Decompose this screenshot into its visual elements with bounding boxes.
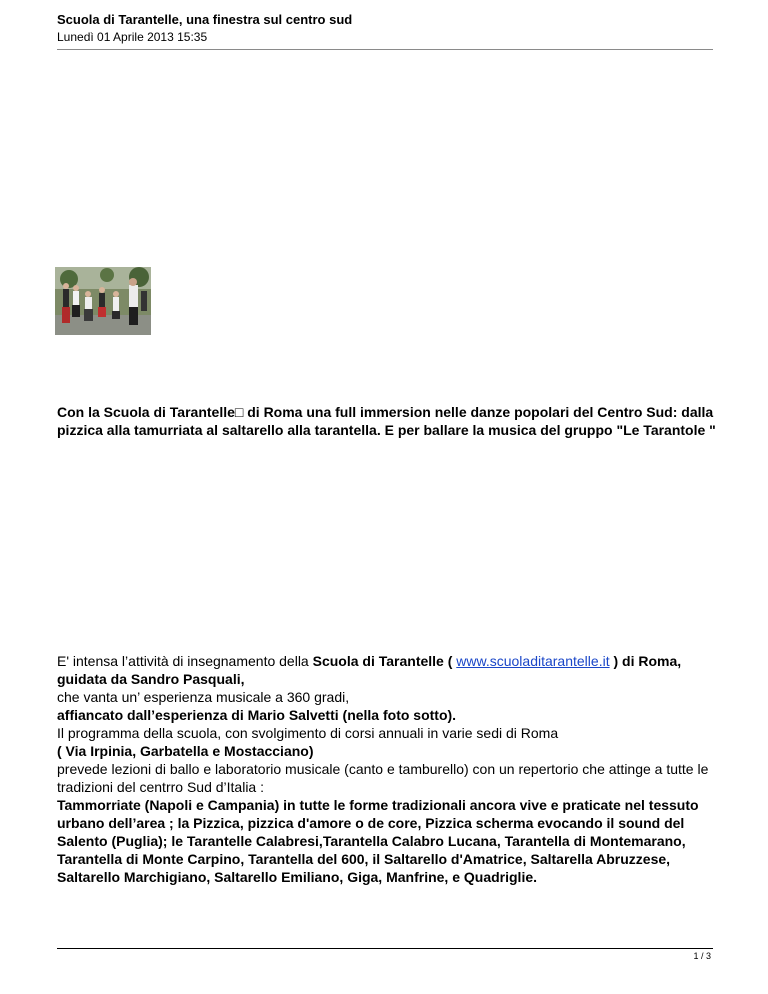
dancers-photo-icon [55, 267, 151, 335]
publish-date: Lunedì 01 Aprile 2013 15:35 [57, 30, 208, 44]
venues-text: ( Via Irpinia, Garbatella e Mostacciano) [57, 743, 314, 759]
paragraph-experience: che vanta un’ esperienza musicale a 360 gradi, [57, 689, 350, 705]
intro-heading: Con la Scuola di Tarantelle□ di Roma una full immersion nelle danze popolari del Centro Sud: dalla pizzica alla tamurriata al saltarello alla tarantella. E per ballare la musica del gruppo "Le Tarantole " [57, 404, 716, 438]
school-name: Scuola di Tarantelle ( [312, 653, 457, 669]
paragraph-repertoire [57, 796, 722, 886]
dancers-photo [55, 267, 151, 335]
school-location: ) di Roma, guidata da Sandro Pasquali, [57, 653, 682, 687]
paragraph-intro [57, 652, 722, 688]
paragraph-partner [57, 706, 722, 724]
page-title: Scuola di Tarantelle, una finestra sul centro sud [57, 12, 353, 27]
paragraph-program: Il programma della scuola, con svolgimento di corsi annuali in varie sedi di Roma [57, 725, 559, 741]
paragraph-venues [57, 742, 722, 760]
paragraph-text: E' intensa l’attività di insegnamento della [57, 653, 313, 669]
footer-divider [57, 948, 713, 949]
article-body [57, 652, 722, 886]
paragraph-lessons: prevede lezioni di ballo e laboratorio musicale (canto e tamburello) con un repertorio che attinge a tutte le tradizioni del centrro Sud d’Italia : [57, 761, 709, 795]
page-number: 1 / 3 [693, 951, 711, 961]
school-website-link[interactable]: www.scuoladitarantelle.it [456, 653, 610, 669]
header-divider [57, 49, 713, 50]
repertoire-text: Tammorriate (Napoli e Campania) in tutte le forme tradizionali ancora vive e praticate nel tessuto urbano dell’area ; la Pizzica, pizzica d'amore o de core, Pizzica scherma evocando il sound del Salento (Puglia); le Tarantelle Calabresi,Tarantella Calabro Lucana, Tarantella di Montemarano, Tarantella di Monte Carpino, Tarantella del 600, il Saltarello d'Amatrice, Saltarella Abruzzese, Saltarello Marchigiano, Saltarello Emiliano, Giga, Manfrine, e Quadriglie. [57, 797, 699, 885]
partner-text: affiancato dall’esperienza di Mario Salvetti (nella foto sotto). [57, 707, 457, 723]
